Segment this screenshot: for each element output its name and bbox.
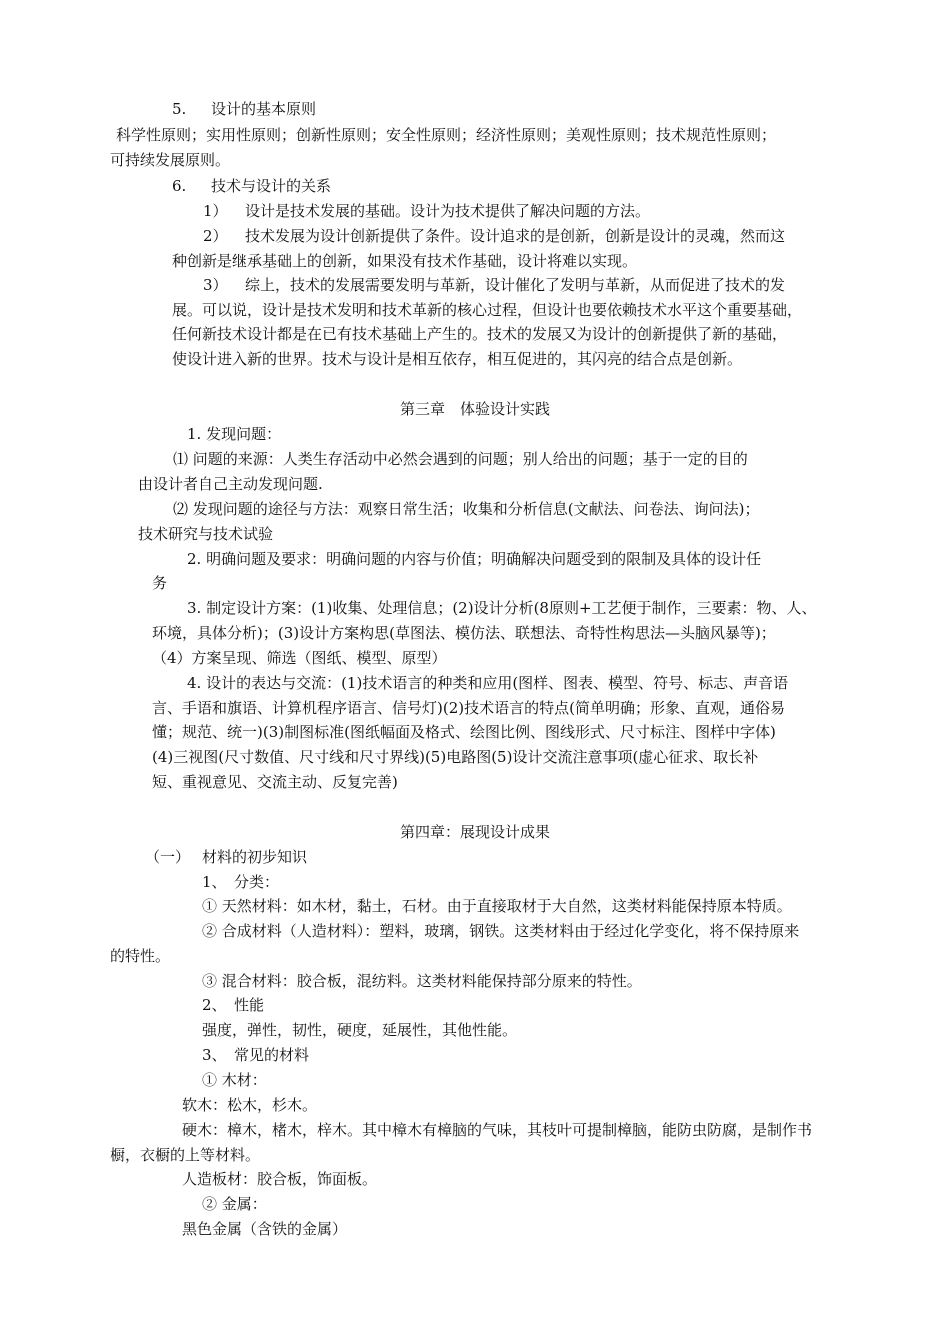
text-line: 任何新技术设计都是在已有技术基础上产生的。技术的发展又为设计的创新提供了新的基础， [172,325,788,343]
section-number: （一） [145,848,191,866]
text-line: 技术发展为设计创新提供了条件。设计追求的是创新，创新是设计的灵魂，然而这 [245,227,786,245]
text-line: ③ 混合材料：胶合板，混纺料。这类材料能保持部分原来的特性。 [202,972,642,990]
text-line: ② 合成材料（人造材料）：塑料，玻璃，钢铁。这类材料由于经过化学变化，将不保持原来 [202,922,800,940]
text-line: 4. 设计的表达与交流：(1)技术语言的种类和应用(图样、图表、模型、符号、标志、声音语 [187,674,789,692]
text-line: 2. 明确问题及要求：明确问题的内容与价值；明确解决问题受到的限制及具体的设计任 [187,550,762,568]
text-line: 的特性。 [110,947,171,965]
text-line: 务 [152,574,168,592]
text-line: 技术研究与技术试验 [138,525,274,543]
text-line: 3、 常见的材料 [202,1046,310,1064]
text-line: 科学性原则；实用性原则；创新性原则；安全性原则；经济性原则；美观性原则；技术规范性原则； [116,126,777,144]
text-line: 使设计进入新的世界。技术与设计是相互依存，相互促进的，其闪亮的结合点是创新。 [172,350,743,368]
list-number: 1） [203,202,228,220]
text-line: 黑色金属（含铁的金属） [182,1220,348,1238]
text-line: ⑴ 问题的来源：人类生存活动中必然会遇到的问题；别人给出的问题；基于一定的目的 [173,450,748,468]
text-line: 展。可以说，设计是技术发明和技术革新的核心过程，但设计也要依赖技术水平这个重要基础， [172,301,803,319]
text-line: ⑵ 发现问题的途径与方法：观察日常生活；收集和分析信息(文献法、问卷法、询问法)； [173,500,760,518]
text-line: 1、 分类： [202,873,280,891]
text-line: 由设计者自己主动发现问题. [138,475,323,493]
text-line: 软木：松木，杉木。 [182,1096,318,1114]
text-line: ① 木材： [202,1071,267,1089]
text-line: 言、手语和旗语、计算机程序语言、信号灯)(2)技术语言的特点(简单明确；形象、直观，通俗易 [152,699,785,717]
text-line: ② 金属： [202,1195,267,1213]
text-line: 综上，技术的发展需要发明与革新，设计催化了发明与革新，从而促进了技术的发 [245,276,786,294]
text-line: (4)三视图(尺寸数值、尺寸线和尺寸界线)(5)电路图(5)设计交流注意事项(虚心征求、取长补 [152,748,759,766]
text-line: 环境，具体分析)；(3)设计方案构思(草图法、模仿法、联想法、奇特性构思法—头脑风暴等)； [152,624,776,642]
text-line: 种创新是继承基础上的创新，如果没有技术作基础，设计将难以实现。 [172,252,638,270]
text-line: 1. 发现问题： [187,425,282,443]
text-line: 3. 制定设计方案：(1)收集、处理信息；(2)设计分析(8原则+工艺便于制作，三要素：物、人、 [187,599,817,617]
chapter-title: 第四章：展现设计成果 [399,823,550,841]
text-line: 设计是技术发展的基础。设计为技术提供了解决问题的方法。 [245,202,651,220]
text-line: 短、重视意见、交流主动、反复完善) [152,773,398,791]
section-heading: 技术与设计的关系 [211,177,332,195]
text-line: 2、 性能 [202,996,265,1014]
text-line: （4）方案呈现、筛选（图纸、模型、原型） [152,649,447,667]
text-line: 硬木：樟木，楮木，梓木。其中樟木有樟脑的气味，其枝叶可提制樟脑，能防虫防腐，是制作书 [182,1121,813,1139]
section-number: 6. [172,177,187,195]
text-line: 人造板材：胶合板，饰面板。 [182,1170,378,1188]
text-line: 懂；规范、统一)(3)制图标准(图纸幅面及格式、绘图比例、图线形式、尺寸标注、图样中字体) [152,723,776,741]
list-number: 3） [203,276,228,294]
chapter-title: 第三章 体验设计实践 [399,400,550,418]
text-line: ① 天然材料：如木材，黏土，石材。由于直接取材于大自然，这类材料能保持原本特质。 [202,897,792,915]
text-line: 可持续发展原则。 [110,151,231,169]
text-line: 强度，弹性，韧性，硬度，延展性，其他性能。 [202,1021,518,1039]
section-number: 5. [172,100,187,118]
text-line: 橱，衣橱的上等材料。 [110,1146,261,1164]
section-heading: 设计的基本原则 [211,100,317,118]
list-number: 2） [203,227,228,245]
section-heading: 材料的初步知识 [202,848,308,866]
